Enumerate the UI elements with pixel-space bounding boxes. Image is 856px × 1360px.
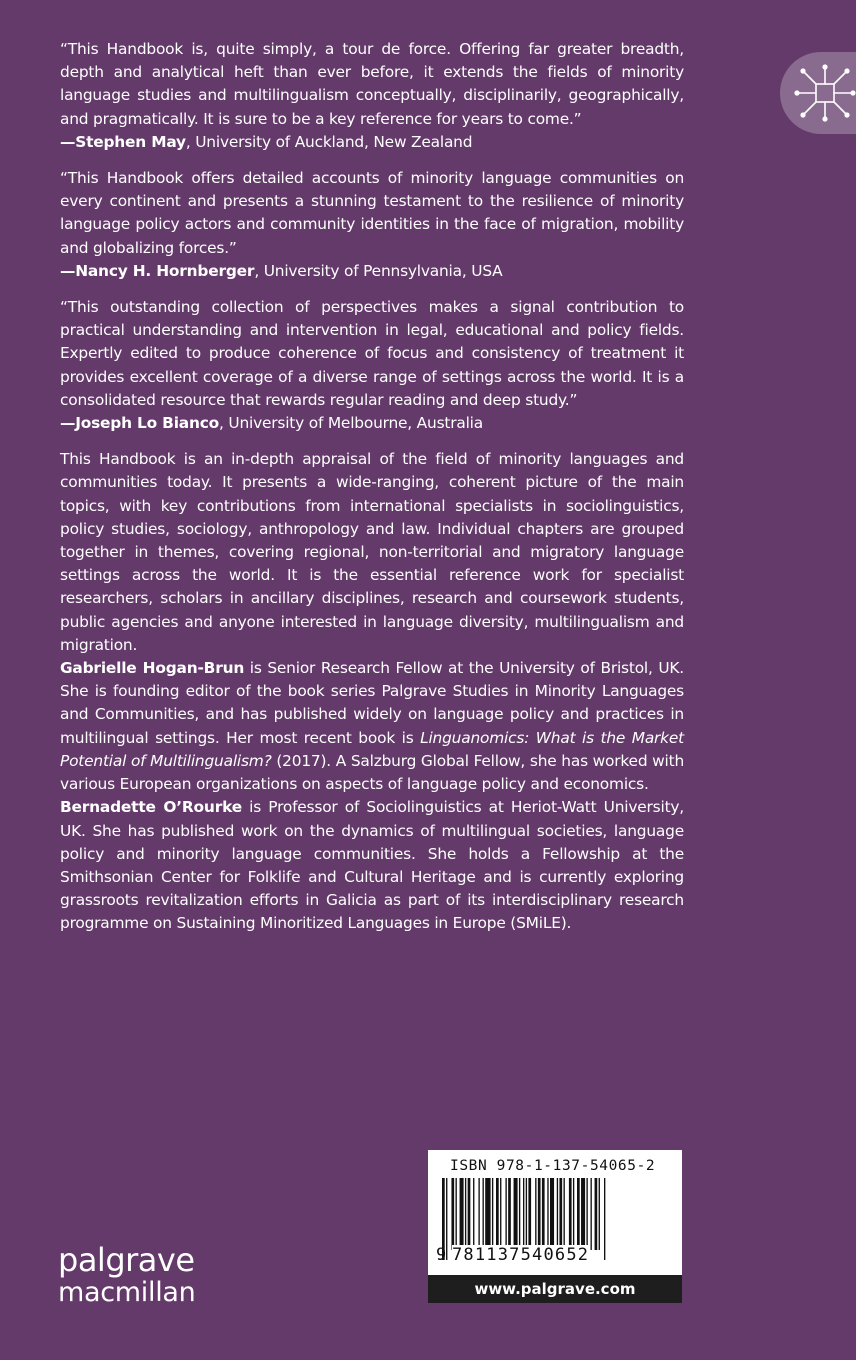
endorsement-quote: [60, 296, 684, 435]
editor-bio: [60, 796, 684, 935]
isbn-label: ISBN 978-1-137-54065-2: [450, 1158, 656, 1174]
barcode-bar: [451, 1178, 454, 1250]
barcode-bar: [595, 1178, 598, 1250]
editor-bio: [60, 657, 684, 796]
barcode-bar: [581, 1178, 585, 1250]
barcode-number: 781137540652: [452, 1245, 590, 1265]
barcode-bar: [538, 1178, 541, 1250]
barcode-bar: [535, 1178, 536, 1250]
quote-attribution: [60, 131, 684, 154]
quote-author: —Joseph Lo Bianco: [60, 414, 220, 433]
quote-text: “This Handbook offers detailed accounts of minority language communities on every continent and presents a stunning testament to the resilience of minority language policy actors and community identities in the face of migration, mobility and globalizing forces.”: [60, 169, 684, 257]
endorsement-quote: [60, 38, 684, 154]
barcode-bar: [483, 1178, 484, 1250]
quote-text: “This Handbook is, quite simply, a tour de force. Offering far greater breadth, depth and analytical heft than ever before, it extends the fields of minority language studies and multilingualism conceptually, disciplinarily, geographically, and pragmatically. It is sure to be a key reference for years to come.”: [60, 40, 684, 128]
book-title: Linguanomics: What is the Market Potential of Multilingualism?: [60, 728, 684, 770]
barcode-bar: [564, 1178, 565, 1250]
quote-text: “This outstanding collection of perspectives makes a signal contribution to practical understanding and intervention in legal, educational and policy fields. Expertly edited to produce coherence of focus and consistency of treatment it provides excellent coverage of a diverse range of settings across the world. It is a consolidated resource that rewards regular reading and deep study.”: [60, 298, 684, 409]
quote-affiliation: , University of Auckland, New Zealand: [185, 132, 473, 151]
barcode-bar: [505, 1178, 506, 1250]
book-description: This Handbook is an in-depth appraisal of the field of minority languages and communities today. It presents a wide-ranging, coherent picture of the main topics, with key contributions from international specialists in sociolinguistics, policy studies, sociology, anthropology and law. Individual chapters are grouped together in themes, covering regional, non-territorial and migratory language settings across the world. It is the essential reference work for specialist researchers, scholars in ancillary disciplines, research and coursework students, public agencies and anyone interested in language diversity, multilingualism and migration.: [60, 450, 684, 654]
editor-name: Bernadette O’Rourke: [60, 798, 242, 817]
barcode-bar: [542, 1178, 545, 1250]
barcode-bar: [591, 1178, 592, 1250]
barcode-lead-digit: 9: [436, 1245, 448, 1265]
isbn-barcode: [428, 1150, 682, 1303]
quote-affiliation: , University of Melbourne, Australia: [219, 414, 483, 433]
barcode-bar: [460, 1178, 464, 1250]
barcode-bar: [456, 1178, 457, 1250]
barcode-bar: [508, 1178, 511, 1250]
barcode-bar: [599, 1178, 600, 1250]
barcode-bar: [492, 1178, 493, 1250]
palgrave-series-star-icon: [794, 63, 856, 123]
publisher-logo-line1: palgrave: [58, 1241, 195, 1279]
barcode-bar: [577, 1178, 580, 1250]
barcode-bar: [465, 1178, 466, 1250]
barcode-bar: [485, 1178, 490, 1250]
barcode-bar: [604, 1178, 605, 1260]
bio-text: (2017). A Salzburg Global Fellow, she has worked with various European organizations on aspects of language policy and economics.: [60, 751, 685, 794]
editor-name: Gabrielle Hogan-Brun: [60, 659, 245, 678]
barcode-bar: [473, 1178, 474, 1250]
barcode-digits: [436, 1245, 590, 1265]
barcode-bar: [478, 1178, 479, 1250]
barcode-bar: [500, 1178, 501, 1250]
barcode-bar: [496, 1178, 499, 1250]
publisher-url: www.palgrave.com: [428, 1275, 682, 1303]
quote-author: —Nancy H. Hornberger: [60, 261, 255, 280]
barcode-bar: [468, 1178, 471, 1250]
barcode-bar: [547, 1178, 548, 1250]
quote-affiliation: , University of Pennsylvania, USA: [254, 261, 503, 280]
publisher-logo: [58, 1241, 196, 1308]
endorsement-quote: [60, 167, 684, 283]
quote-author: —Stephen May: [60, 132, 186, 151]
back-cover-text: [60, 38, 684, 936]
bio-text: is Senior Research Fellow at the University of Bristol, UK. She is founding editor of the book series Palgrave Studies in Minority Languages and Communities, and has published widely on language policy and practices in multilingual settings. Her most recent book is: [60, 659, 685, 747]
series-badge: [780, 52, 856, 134]
quote-attribution: [60, 260, 684, 283]
barcode-bar: [550, 1178, 554, 1250]
quote-attribution: [60, 412, 684, 435]
barcode-bar: [519, 1178, 520, 1250]
barcode-bar: [557, 1178, 558, 1250]
barcode-bar: [514, 1178, 518, 1250]
barcode-bar: [573, 1178, 574, 1250]
bio-text: is Professor of Sociolinguistics at Heriot-Watt University, UK. She has published work on the dynamics of multilingual societies, language policy and minority language communities. She holds a Fellowship at the Smithsonian Center for Folklife and Cultural Heritage and is currently exploring grassroots revitalization efforts in Galicia as part of its interdisciplinary research programme on Sustaining Minoritized Languages in Europe (SMiLE).: [60, 798, 685, 933]
barcode-bar: [559, 1178, 562, 1250]
barcode-bar: [569, 1178, 572, 1250]
publisher-logo-line2: macmillan: [58, 1277, 196, 1308]
barcode-bar: [586, 1178, 587, 1250]
